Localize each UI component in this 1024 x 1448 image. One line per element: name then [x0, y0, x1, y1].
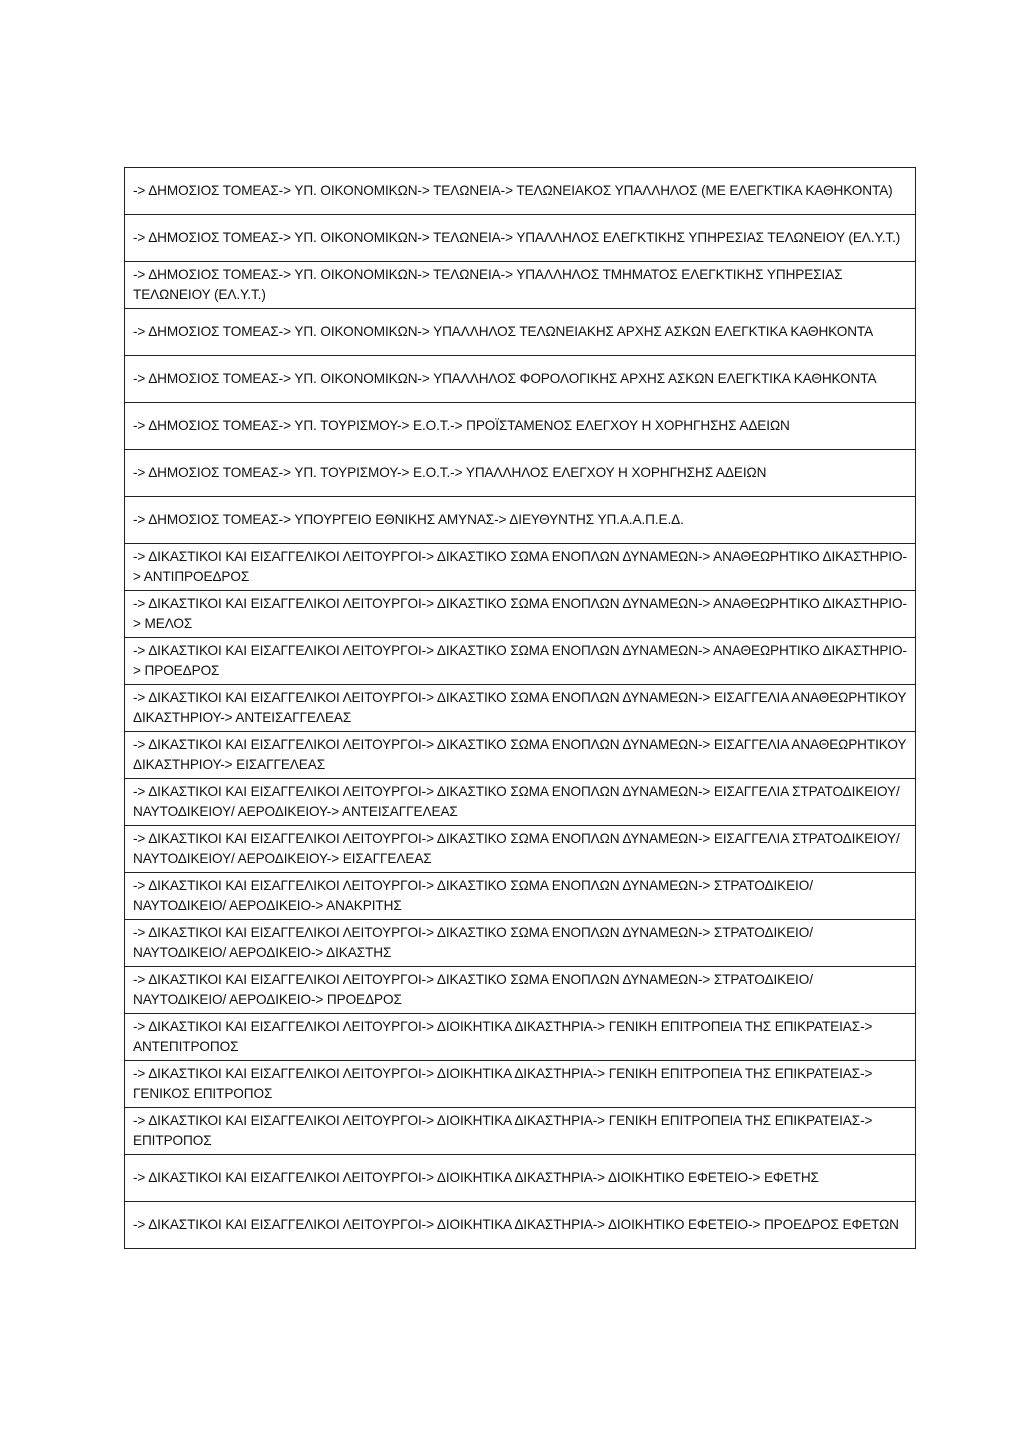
table-row — [125, 638, 916, 685]
table-row — [125, 262, 916, 309]
table-row — [125, 591, 916, 638]
table-row — [125, 544, 916, 591]
table-cell: -> ΔΙΚΑΣΤΙΚΟΙ ΚΑΙ ΕΙΣΑΓΓΕΛΙΚΟΙ ΛΕΙΤΟΥΡΓΟΙ-> ΔΙΟΙΚΗΤΙΚΑ ΔΙΚΑΣΤΗΡΙΑ-> ΔΙΟΙΚΗΤΙΚΟ ΕΦΕΤΕΙΟ-> ΕΦΕΤΗΣ — [125, 1155, 916, 1202]
table-cell: -> ΔΙΚΑΣΤΙΚΟΙ ΚΑΙ ΕΙΣΑΓΓΕΛΙΚΟΙ ΛΕΙΤΟΥΡΓΟΙ-> ΔΙΚΑΣΤΙΚΟ ΣΩΜΑ ΕΝΟΠΛΩΝ ΔΥΝΑΜΕΩΝ-> ΑΝΑΘΕΩΡΗΤΙΚΟ ΔΙΚΑΣΤΗΡΙΟ-> ΜΕΛΟΣ — [125, 591, 916, 638]
table-cell: -> ΔΗΜΟΣΙΟΣ ΤΟΜΕΑΣ-> ΥΠΟΥΡΓΕΙΟ ΕΘΝΙΚΗΣ ΑΜΥΝΑΣ-> ΔΙΕΥΘΥΝΤΗΣ ΥΠ.Α.Α.Π.Ε.Δ. — [125, 497, 916, 544]
table-row — [125, 826, 916, 873]
table-row — [125, 1155, 916, 1202]
table-cell: -> ΔΙΚΑΣΤΙΚΟΙ ΚΑΙ ΕΙΣΑΓΓΕΛΙΚΟΙ ΛΕΙΤΟΥΡΓΟΙ-> ΔΙΚΑΣΤΙΚΟ ΣΩΜΑ ΕΝΟΠΛΩΝ ΔΥΝΑΜΕΩΝ-> ΣΤΡΑΤΟΔΙΚΕΙΟ/ ΝΑΥΤΟΔΙΚΕΙΟ/ ΑΕΡΟΔΙΚΕΙΟ-> ΔΙΚΑΣΤΗΣ — [125, 920, 916, 967]
table-row — [125, 1061, 916, 1108]
table-cell: -> ΔΙΚΑΣΤΙΚΟΙ ΚΑΙ ΕΙΣΑΓΓΕΛΙΚΟΙ ΛΕΙΤΟΥΡΓΟΙ-> ΔΙΟΙΚΗΤΙΚΑ ΔΙΚΑΣΤΗΡΙΑ-> ΔΙΟΙΚΗΤΙΚΟ ΕΦΕΤΕΙΟ-> ΠΡΟΕΔΡΟΣ ΕΦΕΤΩΝ — [125, 1202, 916, 1249]
table-cell: -> ΔΗΜΟΣΙΟΣ ΤΟΜΕΑΣ-> ΥΠ. ΤΟΥΡΙΣΜΟΥ-> Ε.Ο.Τ.-> ΠΡΟΪΣΤΑΜΕΝΟΣ ΕΛΕΓΧΟΥ Η ΧΟΡΗΓΗΣΗΣ ΑΔΕΙΩΝ — [125, 403, 916, 450]
table-cell: -> ΔΗΜΟΣΙΟΣ ΤΟΜΕΑΣ-> ΥΠ. ΟΙΚΟΝΟΜΙΚΩΝ-> ΤΕΛΩΝΕΙΑ-> ΥΠΑΛΛΗΛΟΣ ΕΛΕΓΚΤΙΚΗΣ ΥΠΗΡΕΣΙΑΣ ΤΕΛΩΝΕΙΟΥ (ΕΛ.Υ.Τ.) — [125, 215, 916, 262]
table-cell: -> ΔΙΚΑΣΤΙΚΟΙ ΚΑΙ ΕΙΣΑΓΓΕΛΙΚΟΙ ΛΕΙΤΟΥΡΓΟΙ-> ΔΙΟΙΚΗΤΙΚΑ ΔΙΚΑΣΤΗΡΙΑ-> ΓΕΝΙΚΗ ΕΠΙΤΡΟΠΕΙΑ ΤΗΣ ΕΠΙΚΡΑΤΕΙΑΣ-> ΓΕΝΙΚΟΣ ΕΠΙΤΡΟΠΟΣ — [125, 1061, 916, 1108]
table-row — [125, 967, 916, 1014]
table-cell: -> ΔΙΚΑΣΤΙΚΟΙ ΚΑΙ ΕΙΣΑΓΓΕΛΙΚΟΙ ΛΕΙΤΟΥΡΓΟΙ-> ΔΙΚΑΣΤΙΚΟ ΣΩΜΑ ΕΝΟΠΛΩΝ ΔΥΝΑΜΕΩΝ-> ΣΤΡΑΤΟΔΙΚΕΙΟ/ ΝΑΥΤΟΔΙΚΕΙΟ/ ΑΕΡΟΔΙΚΕΙΟ-> ΠΡΟΕΔΡΟΣ — [125, 967, 916, 1014]
table-row — [125, 873, 916, 920]
table-row — [125, 356, 916, 403]
table-cell: -> ΔΙΚΑΣΤΙΚΟΙ ΚΑΙ ΕΙΣΑΓΓΕΛΙΚΟΙ ΛΕΙΤΟΥΡΓΟΙ-> ΔΙΚΑΣΤΙΚΟ ΣΩΜΑ ΕΝΟΠΛΩΝ ΔΥΝΑΜΕΩΝ-> ΕΙΣΑΓΓΕΛΙΑ ΑΝΑΘΕΩΡΗΤΙΚΟΥ ΔΙΚΑΣΤΗΡΙΟΥ-> ΕΙΣΑΓΓΕΛΕΑΣ — [125, 732, 916, 779]
table-row — [125, 1202, 916, 1249]
table-cell: -> ΔΗΜΟΣΙΟΣ ΤΟΜΕΑΣ-> ΥΠ. ΟΙΚΟΝΟΜΙΚΩΝ-> ΥΠΑΛΛΗΛΟΣ ΤΕΛΩΝΕΙΑΚΗΣ ΑΡΧΗΣ ΑΣΚΩΝ ΕΛΕΓΚΤΙΚΑ ΚΑΘΗΚΟΝΤΑ — [125, 309, 916, 356]
table-cell: -> ΔΙΚΑΣΤΙΚΟΙ ΚΑΙ ΕΙΣΑΓΓΕΛΙΚΟΙ ΛΕΙΤΟΥΡΓΟΙ-> ΔΙΚΑΣΤΙΚΟ ΣΩΜΑ ΕΝΟΠΛΩΝ ΔΥΝΑΜΕΩΝ-> ΑΝΑΘΕΩΡΗΤΙΚΟ ΔΙΚΑΣΤΗΡΙΟ-> ΑΝΤΙΠΡΟΕΔΡΟΣ — [125, 544, 916, 591]
table-row — [125, 403, 916, 450]
table-cell: -> ΔΗΜΟΣΙΟΣ ΤΟΜΕΑΣ-> ΥΠ. ΤΟΥΡΙΣΜΟΥ-> Ε.Ο.Τ.-> ΥΠΑΛΛΗΛΟΣ ΕΛΕΓΧΟΥ Η ΧΟΡΗΓΗΣΗΣ ΑΔΕΙΩΝ — [125, 450, 916, 497]
table-row — [125, 920, 916, 967]
table-row — [125, 685, 916, 732]
table-row — [125, 168, 916, 215]
table-row — [125, 497, 916, 544]
table-cell: -> ΔΙΚΑΣΤΙΚΟΙ ΚΑΙ ΕΙΣΑΓΓΕΛΙΚΟΙ ΛΕΙΤΟΥΡΓΟΙ-> ΔΙΟΙΚΗΤΙΚΑ ΔΙΚΑΣΤΗΡΙΑ-> ΓΕΝΙΚΗ ΕΠΙΤΡΟΠΕΙΑ ΤΗΣ ΕΠΙΚΡΑΤΕΙΑΣ-> ΑΝΤΕΠΙΤΡΟΠΟΣ — [125, 1014, 916, 1061]
table-cell: -> ΔΗΜΟΣΙΟΣ ΤΟΜΕΑΣ-> ΥΠ. ΟΙΚΟΝΟΜΙΚΩΝ-> ΤΕΛΩΝΕΙΑ-> ΥΠΑΛΛΗΛΟΣ ΤΜΗΜΑΤΟΣ ΕΛΕΓΚΤΙΚΗΣ ΥΠΗΡΕΣΙΑΣ ΤΕΛΩΝΕΙΟΥ (ΕΛ.Υ.Τ.) — [125, 262, 916, 309]
table-cell: -> ΔΙΚΑΣΤΙΚΟΙ ΚΑΙ ΕΙΣΑΓΓΕΛΙΚΟΙ ΛΕΙΤΟΥΡΓΟΙ-> ΔΙΟΙΚΗΤΙΚΑ ΔΙΚΑΣΤΗΡΙΑ-> ΓΕΝΙΚΗ ΕΠΙΤΡΟΠΕΙΑ ΤΗΣ ΕΠΙΚΡΑΤΕΙΑΣ-> ΕΠΙΤΡΟΠΟΣ — [125, 1108, 916, 1155]
table-row — [125, 1108, 916, 1155]
table-cell: -> ΔΙΚΑΣΤΙΚΟΙ ΚΑΙ ΕΙΣΑΓΓΕΛΙΚΟΙ ΛΕΙΤΟΥΡΓΟΙ-> ΔΙΚΑΣΤΙΚΟ ΣΩΜΑ ΕΝΟΠΛΩΝ ΔΥΝΑΜΕΩΝ-> ΑΝΑΘΕΩΡΗΤΙΚΟ ΔΙΚΑΣΤΗΡΙΟ-> ΠΡΟΕΔΡΟΣ — [125, 638, 916, 685]
table-cell: -> ΔΙΚΑΣΤΙΚΟΙ ΚΑΙ ΕΙΣΑΓΓΕΛΙΚΟΙ ΛΕΙΤΟΥΡΓΟΙ-> ΔΙΚΑΣΤΙΚΟ ΣΩΜΑ ΕΝΟΠΛΩΝ ΔΥΝΑΜΕΩΝ-> ΕΙΣΑΓΓΕΛΙΑ ΣΤΡΑΤΟΔΙΚΕΙΟΥ/ ΝΑΥΤΟΔΙΚΕΙΟΥ/ ΑΕΡΟΔΙΚΕΙΟΥ-> ΕΙΣΑΓΓΕΛΕΑΣ — [125, 826, 916, 873]
table-row — [125, 1014, 916, 1061]
table-row — [125, 450, 916, 497]
table-cell: -> ΔΙΚΑΣΤΙΚΟΙ ΚΑΙ ΕΙΣΑΓΓΕΛΙΚΟΙ ΛΕΙΤΟΥΡΓΟΙ-> ΔΙΚΑΣΤΙΚΟ ΣΩΜΑ ΕΝΟΠΛΩΝ ΔΥΝΑΜΕΩΝ-> ΕΙΣΑΓΓΕΛΙΑ ΑΝΑΘΕΩΡΗΤΙΚΟΥ ΔΙΚΑΣΤΗΡΙΟΥ-> ΑΝΤΕΙΣΑΓΓΕΛΕΑΣ — [125, 685, 916, 732]
table-cell: -> ΔΗΜΟΣΙΟΣ ΤΟΜΕΑΣ-> ΥΠ. ΟΙΚΟΝΟΜΙΚΩΝ-> ΥΠΑΛΛΗΛΟΣ ΦΟΡΟΛΟΓΙΚΗΣ ΑΡΧΗΣ ΑΣΚΩΝ ΕΛΕΓΚΤΙΚΑ ΚΑΘΗΚΟΝΤΑ — [125, 356, 916, 403]
table-row — [125, 779, 916, 826]
table-cell: -> ΔΙΚΑΣΤΙΚΟΙ ΚΑΙ ΕΙΣΑΓΓΕΛΙΚΟΙ ΛΕΙΤΟΥΡΓΟΙ-> ΔΙΚΑΣΤΙΚΟ ΣΩΜΑ ΕΝΟΠΛΩΝ ΔΥΝΑΜΕΩΝ-> ΕΙΣΑΓΓΕΛΙΑ ΣΤΡΑΤΟΔΙΚΕΙΟΥ/ ΝΑΥΤΟΔΙΚΕΙΟΥ/ ΑΕΡΟΔΙΚΕΙΟΥ-> ΑΝΤΕΙΣΑΓΓΕΛΕΑΣ — [125, 779, 916, 826]
table-row — [125, 732, 916, 779]
table-row — [125, 215, 916, 262]
table-cell: -> ΔΗΜΟΣΙΟΣ ΤΟΜΕΑΣ-> ΥΠ. ΟΙΚΟΝΟΜΙΚΩΝ-> ΤΕΛΩΝΕΙΑ-> ΤΕΛΩΝΕΙΑΚΟΣ ΥΠΑΛΛΗΛΟΣ (ΜΕ ΕΛΕΓΚΤΙΚΑ ΚΑΘΗΚΟΝΤΑ) — [125, 168, 916, 215]
positions-table — [124, 167, 916, 1249]
table-row — [125, 309, 916, 356]
table-cell: -> ΔΙΚΑΣΤΙΚΟΙ ΚΑΙ ΕΙΣΑΓΓΕΛΙΚΟΙ ΛΕΙΤΟΥΡΓΟΙ-> ΔΙΚΑΣΤΙΚΟ ΣΩΜΑ ΕΝΟΠΛΩΝ ΔΥΝΑΜΕΩΝ-> ΣΤΡΑΤΟΔΙΚΕΙΟ/ ΝΑΥΤΟΔΙΚΕΙΟ/ ΑΕΡΟΔΙΚΕΙΟ-> ΑΝΑΚΡΙΤΗΣ — [125, 873, 916, 920]
